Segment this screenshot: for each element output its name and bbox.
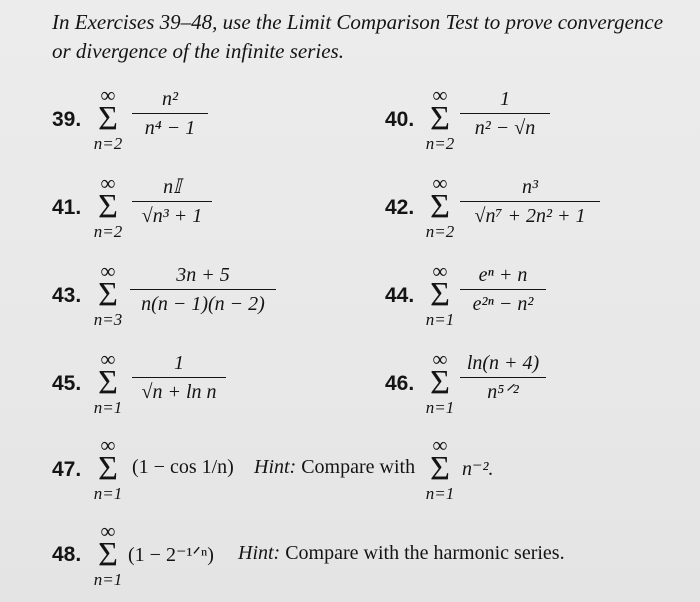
upper-limit: ∞ [432, 259, 448, 283]
numerator: n𝕀 [163, 176, 181, 198]
hint-label: Hint: [254, 456, 297, 478]
sigma-symbol: Σ [98, 100, 118, 137]
lower-limit: n=1 [93, 398, 123, 417]
denominator: n² − √n [474, 117, 536, 139]
upper-limit: ∞ [100, 259, 116, 283]
numerator: 3n + 5 [176, 264, 230, 286]
upper-limit: ∞ [432, 171, 448, 195]
denominator: n⁴ − 1 [144, 117, 196, 139]
upper-limit: ∞ [432, 347, 448, 371]
summation [86, 519, 130, 590]
fraction-bar [132, 113, 208, 114]
exercise-number: 40. [385, 108, 415, 131]
summation [418, 171, 462, 242]
hint [238, 542, 565, 565]
denominator: √n⁷ + 2n² + 1 [474, 205, 586, 227]
summation [86, 259, 130, 330]
fraction-bar [132, 201, 212, 202]
upper-limit: ∞ [100, 171, 116, 195]
fraction [460, 86, 550, 141]
denominator: e²ⁿ − n² [472, 293, 534, 315]
numerator: ln(n + 4) [466, 352, 540, 374]
upper-limit: ∞ [100, 83, 116, 107]
numerator: eⁿ + n [478, 264, 528, 286]
summation [418, 259, 462, 330]
exercise-number: 41. [52, 196, 82, 219]
summation [86, 433, 130, 504]
sigma-symbol: Σ [430, 276, 450, 313]
lower-limit: n=1 [93, 484, 123, 503]
exercise-number: 43. [52, 284, 82, 307]
sigma-symbol: Σ [430, 364, 450, 401]
fraction [132, 350, 226, 405]
fraction-bar [460, 113, 550, 114]
exercise-number: 42. [385, 196, 415, 219]
exercise-number: 44. [385, 284, 415, 307]
fraction-bar [460, 201, 600, 202]
lower-limit: n=2 [425, 134, 455, 153]
sigma-symbol: Σ [98, 364, 118, 401]
summation [86, 171, 130, 242]
denominator: √n + ln n [141, 381, 217, 403]
lower-limit: n=2 [93, 134, 123, 153]
lower-limit: n=1 [425, 484, 455, 503]
exercise-number: 47. [52, 458, 82, 481]
series-term: (1 − 2⁻¹ᐟⁿ) [128, 544, 214, 566]
denominator: n⁵ᐟ² [487, 381, 519, 403]
lower-limit: n=3 [93, 310, 123, 329]
sigma-symbol: Σ [98, 188, 118, 225]
sigma-symbol: Σ [430, 100, 450, 137]
fraction [460, 174, 600, 229]
summation [418, 83, 462, 154]
numerator: 1 [174, 352, 184, 374]
exercise-number: 45. [52, 372, 82, 395]
numerator: 1 [500, 88, 510, 110]
hint-text: Compare with [301, 456, 416, 478]
sigma-symbol: Σ [98, 276, 118, 313]
exercise-intro: In Exercises 39–48, use the Limit Comparison Test to prove convergence or divergence of the infinite series. [52, 10, 664, 63]
fraction [460, 350, 546, 405]
summation [86, 83, 130, 154]
fraction [132, 86, 208, 141]
sigma-symbol: Σ [98, 450, 118, 487]
hint-text: Compare with the harmonic series. [285, 542, 565, 564]
hint-summation [418, 433, 462, 504]
upper-limit: ∞ [432, 83, 448, 107]
upper-limit: ∞ [100, 519, 116, 543]
exercise-number: 46. [385, 372, 415, 395]
fraction [130, 262, 276, 317]
fraction-bar [130, 289, 276, 290]
lower-limit: n=2 [93, 222, 123, 241]
upper-limit: ∞ [100, 433, 116, 457]
sigma-symbol: Σ [430, 188, 450, 225]
denominator: √n³ + 1 [141, 205, 203, 227]
upper-limit: ∞ [432, 433, 448, 457]
exercise-number: 48. [52, 543, 82, 566]
numerator: n² [162, 88, 178, 110]
lower-limit: n=1 [93, 570, 123, 589]
fraction-bar [132, 377, 226, 378]
numerator: n³ [522, 176, 538, 198]
summation [418, 347, 462, 418]
hint [254, 456, 415, 479]
lower-limit: n=2 [425, 222, 455, 241]
denominator: n(n − 1)(n − 2) [141, 293, 265, 315]
exercise-number: 39. [52, 108, 82, 131]
fraction [132, 174, 212, 229]
fraction-bar [460, 377, 546, 378]
summation [86, 347, 130, 418]
hint-term: n⁻². [462, 458, 494, 480]
lower-limit: n=1 [425, 398, 455, 417]
hint-label: Hint: [238, 542, 281, 564]
upper-limit: ∞ [100, 347, 116, 371]
lower-limit: n=1 [425, 310, 455, 329]
series-term: (1 − cos 1/n) [132, 456, 234, 478]
fraction-bar [460, 289, 546, 290]
sigma-symbol: Σ [430, 450, 450, 487]
sigma-symbol: Σ [98, 536, 118, 573]
fraction [460, 262, 546, 317]
